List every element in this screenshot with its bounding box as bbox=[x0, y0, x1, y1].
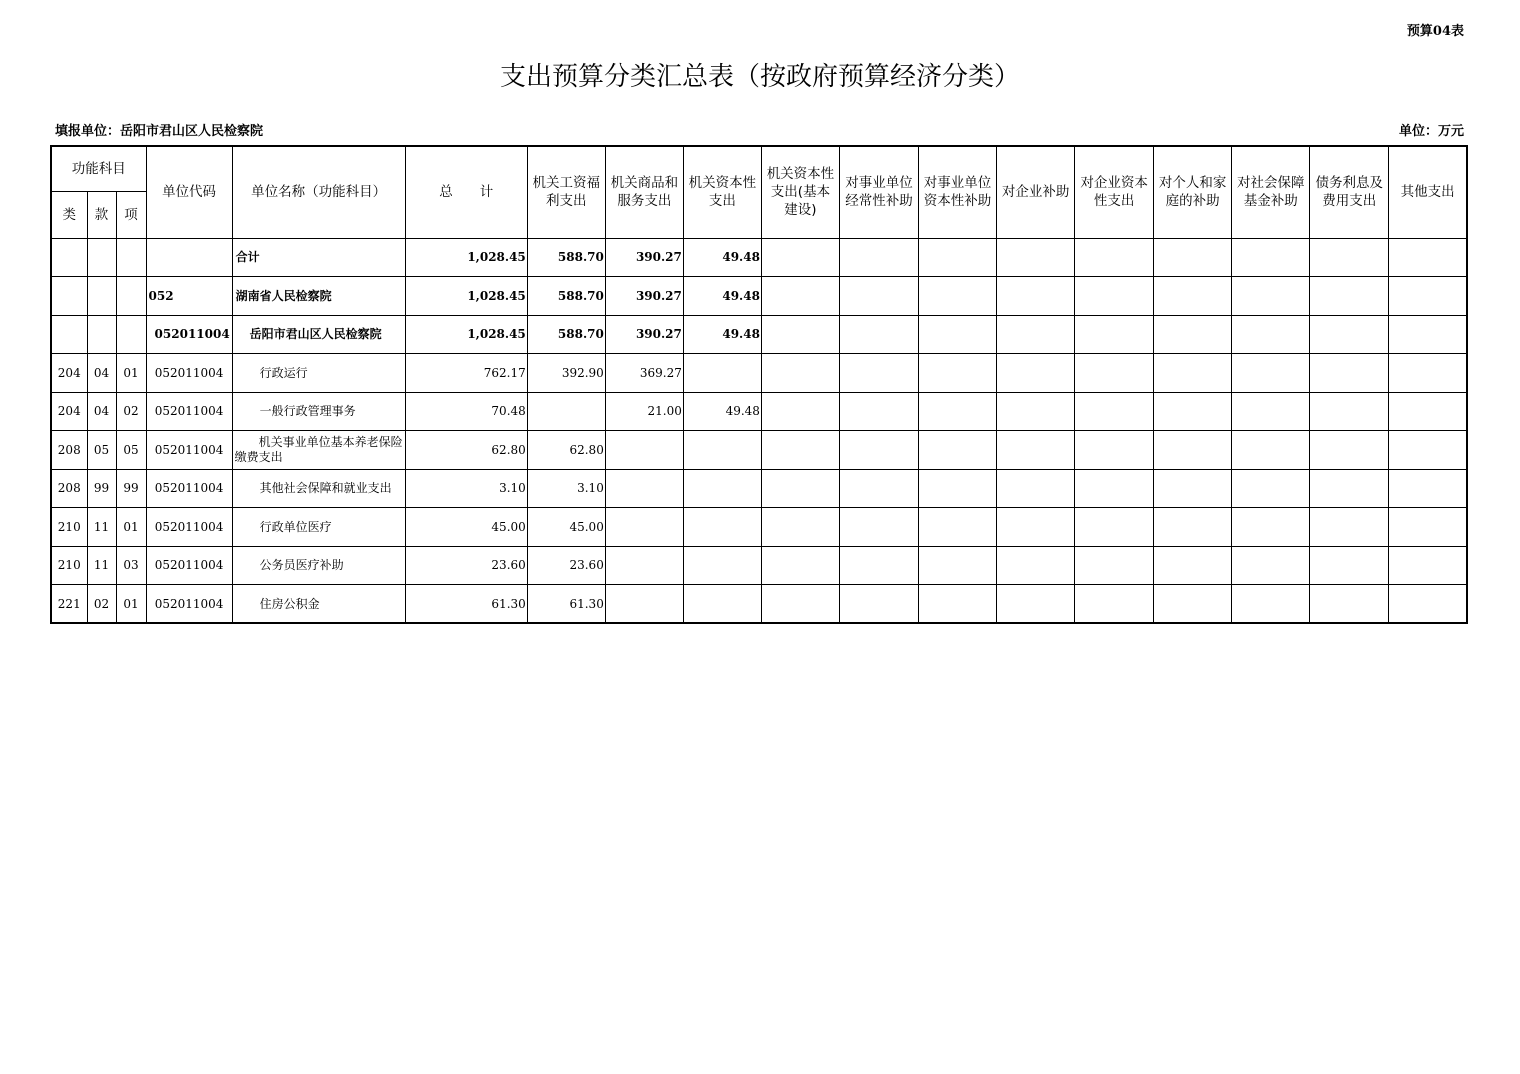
cell-c2 bbox=[605, 585, 683, 624]
cell-c10 bbox=[1232, 238, 1310, 277]
cell-name: 一般行政管理事务 bbox=[232, 392, 405, 431]
cell-c3: 49.48 bbox=[683, 392, 761, 431]
cell-total: 23.60 bbox=[405, 546, 527, 585]
cell-c9 bbox=[1154, 546, 1232, 585]
cell-code: 052011004 bbox=[146, 431, 232, 470]
cell-lei: 210 bbox=[51, 508, 87, 547]
cell-c4 bbox=[761, 315, 839, 354]
cell-c1: 588.70 bbox=[527, 315, 605, 354]
cell-xiang: 01 bbox=[116, 354, 146, 393]
cell-c9 bbox=[1154, 392, 1232, 431]
cell-c10 bbox=[1232, 277, 1310, 316]
cell-c10 bbox=[1232, 585, 1310, 624]
table-row bbox=[51, 508, 1467, 547]
header-func-group: 功能科目 bbox=[51, 146, 146, 191]
cell-c8 bbox=[1075, 354, 1154, 393]
cell-c12 bbox=[1389, 469, 1467, 508]
cell-c5 bbox=[839, 508, 918, 547]
cell-c10 bbox=[1232, 354, 1310, 393]
cell-c2: 390.27 bbox=[605, 315, 683, 354]
header-c6: 对事业单位资本性补助 bbox=[919, 146, 997, 238]
cell-c11 bbox=[1310, 469, 1389, 508]
cell-c6 bbox=[919, 431, 997, 470]
cell-c6 bbox=[919, 277, 997, 316]
cell-xiang bbox=[116, 238, 146, 277]
cell-c5 bbox=[839, 392, 918, 431]
cell-total: 70.48 bbox=[405, 392, 527, 431]
cell-c10 bbox=[1232, 392, 1310, 431]
cell-c8 bbox=[1075, 585, 1154, 624]
cell-c10 bbox=[1232, 469, 1310, 508]
cell-c3: 49.48 bbox=[683, 238, 761, 277]
cell-c9 bbox=[1154, 469, 1232, 508]
header-c9: 对个人和家庭的补助 bbox=[1154, 146, 1232, 238]
cell-c1 bbox=[527, 392, 605, 431]
cell-kuan: 04 bbox=[87, 392, 116, 431]
cell-c12 bbox=[1389, 546, 1467, 585]
cell-c6 bbox=[919, 508, 997, 547]
header-c7: 对企业补助 bbox=[997, 146, 1075, 238]
cell-c11 bbox=[1310, 277, 1389, 316]
cell-c3 bbox=[683, 469, 761, 508]
cell-c8 bbox=[1075, 431, 1154, 470]
cell-total: 61.30 bbox=[405, 585, 527, 624]
cell-c4 bbox=[761, 431, 839, 470]
cell-total: 1,028.45 bbox=[405, 238, 527, 277]
cell-name: 公务员医疗补助 bbox=[232, 546, 405, 585]
cell-c4 bbox=[761, 277, 839, 316]
cell-xiang: 02 bbox=[116, 392, 146, 431]
cell-lei: 208 bbox=[51, 469, 87, 508]
cell-c6 bbox=[919, 392, 997, 431]
cell-c4 bbox=[761, 392, 839, 431]
cell-total: 62.80 bbox=[405, 431, 527, 470]
cell-c6 bbox=[919, 469, 997, 508]
header-c10: 对社会保障基金补助 bbox=[1232, 146, 1310, 238]
cell-c1: 588.70 bbox=[527, 238, 605, 277]
cell-kuan bbox=[87, 277, 116, 316]
cell-name: 湖南省人民检察院 bbox=[232, 277, 405, 316]
cell-c5 bbox=[839, 469, 918, 508]
header-c1: 机关工资福利支出 bbox=[527, 146, 605, 238]
cell-c11 bbox=[1310, 508, 1389, 547]
cell-kuan bbox=[87, 238, 116, 277]
cell-c12 bbox=[1389, 585, 1467, 624]
header-c2: 机关商品和服务支出 bbox=[605, 146, 683, 238]
cell-c6 bbox=[919, 238, 997, 277]
cell-c12 bbox=[1389, 315, 1467, 354]
cell-lei: 208 bbox=[51, 431, 87, 470]
cell-c7 bbox=[997, 431, 1075, 470]
cell-c8 bbox=[1075, 392, 1154, 431]
table-row bbox=[51, 277, 1467, 316]
cell-c1: 45.00 bbox=[527, 508, 605, 547]
cell-code: 052011004 bbox=[146, 546, 232, 585]
header-c8: 对企业资本性支出 bbox=[1075, 146, 1154, 238]
cell-c3 bbox=[683, 546, 761, 585]
header-unit-name: 单位名称（功能科目） bbox=[232, 146, 405, 238]
cell-xiang: 03 bbox=[116, 546, 146, 585]
cell-lei bbox=[51, 238, 87, 277]
page-title: 支出预算分类汇总表（按政府预算经济分类） bbox=[499, 62, 1020, 92]
cell-c5 bbox=[839, 238, 918, 277]
cell-c1: 61.30 bbox=[527, 585, 605, 624]
cell-c7 bbox=[997, 469, 1075, 508]
cell-total: 762.17 bbox=[405, 354, 527, 393]
cell-total: 45.00 bbox=[405, 508, 527, 547]
cell-code: 052011004 bbox=[146, 392, 232, 431]
cell-total: 3.10 bbox=[405, 469, 527, 508]
cell-c3: 49.48 bbox=[683, 277, 761, 316]
cell-code: 052011004 bbox=[146, 469, 232, 508]
cell-c12 bbox=[1389, 354, 1467, 393]
cell-c8 bbox=[1075, 238, 1154, 277]
cell-c6 bbox=[919, 315, 997, 354]
cell-kuan: 02 bbox=[87, 585, 116, 624]
header-xiang: 项 bbox=[116, 191, 146, 238]
table-row bbox=[51, 392, 1467, 431]
cell-c7 bbox=[997, 354, 1075, 393]
cell-lei: 210 bbox=[51, 546, 87, 585]
cell-lei bbox=[51, 277, 87, 316]
cell-c7 bbox=[997, 392, 1075, 431]
cell-c7 bbox=[997, 508, 1075, 547]
cell-c10 bbox=[1232, 546, 1310, 585]
cell-lei: 204 bbox=[51, 392, 87, 431]
cell-c1: 392.90 bbox=[527, 354, 605, 393]
cell-xiang: 99 bbox=[116, 469, 146, 508]
cell-c7 bbox=[997, 585, 1075, 624]
cell-name: 其他社会保障和就业支出 bbox=[232, 469, 405, 508]
cell-c2: 369.27 bbox=[605, 354, 683, 393]
header-unit-code: 单位代码 bbox=[146, 146, 232, 238]
header-c3: 机关资本性支出 bbox=[683, 146, 761, 238]
cell-c9 bbox=[1154, 508, 1232, 547]
table-row bbox=[51, 315, 1467, 354]
cell-c11 bbox=[1310, 546, 1389, 585]
cell-c4 bbox=[761, 546, 839, 585]
cell-c2: 390.27 bbox=[605, 277, 683, 316]
cell-c12 bbox=[1389, 508, 1467, 547]
cell-c1: 588.70 bbox=[527, 277, 605, 316]
cell-c1: 62.80 bbox=[527, 431, 605, 470]
cell-code bbox=[146, 238, 232, 277]
form-code: 预算04表 bbox=[1406, 24, 1464, 39]
cell-code: 052011004 bbox=[146, 354, 232, 393]
cell-c4 bbox=[761, 354, 839, 393]
cell-c8 bbox=[1075, 546, 1154, 585]
cell-name: 合计 bbox=[232, 238, 405, 277]
cell-c10 bbox=[1232, 315, 1310, 354]
cell-kuan: 11 bbox=[87, 508, 116, 547]
cell-c11 bbox=[1310, 354, 1389, 393]
cell-c11 bbox=[1310, 431, 1389, 470]
cell-code: 052 bbox=[146, 277, 232, 316]
header-c11: 债务利息及费用支出 bbox=[1310, 146, 1389, 238]
header-kuan: 款 bbox=[87, 191, 116, 238]
cell-c9 bbox=[1154, 354, 1232, 393]
cell-xiang: 01 bbox=[116, 508, 146, 547]
cell-c10 bbox=[1232, 431, 1310, 470]
cell-c5 bbox=[839, 315, 918, 354]
header-total: 总 计 bbox=[405, 146, 527, 238]
cell-lei bbox=[51, 315, 87, 354]
cell-c5 bbox=[839, 277, 918, 316]
table-row bbox=[51, 469, 1467, 508]
table-row bbox=[51, 354, 1467, 393]
cell-c3: 49.48 bbox=[683, 315, 761, 354]
cell-name: 机关事业单位基本养老保险缴费支出 bbox=[232, 431, 405, 470]
cell-c11 bbox=[1310, 585, 1389, 624]
cell-c2: 21.00 bbox=[605, 392, 683, 431]
table-row bbox=[51, 585, 1467, 624]
cell-name: 岳阳市君山区人民检察院 bbox=[232, 315, 405, 354]
cell-c4 bbox=[761, 469, 839, 508]
cell-c9 bbox=[1154, 238, 1232, 277]
cell-c1: 23.60 bbox=[527, 546, 605, 585]
cell-c9 bbox=[1154, 277, 1232, 316]
cell-name: 行政运行 bbox=[232, 354, 405, 393]
cell-total: 1,028.45 bbox=[405, 315, 527, 354]
cell-xiang bbox=[116, 315, 146, 354]
cell-c12 bbox=[1389, 277, 1467, 316]
cell-c2 bbox=[605, 508, 683, 547]
cell-c5 bbox=[839, 546, 918, 585]
header-c5: 对事业单位经常性补助 bbox=[839, 146, 918, 238]
cell-c2 bbox=[605, 431, 683, 470]
cell-c7 bbox=[997, 277, 1075, 316]
cell-c2 bbox=[605, 469, 683, 508]
cell-c3 bbox=[683, 585, 761, 624]
cell-xiang: 01 bbox=[116, 585, 146, 624]
cell-lei: 221 bbox=[51, 585, 87, 624]
cell-c9 bbox=[1154, 431, 1232, 470]
table-row bbox=[51, 431, 1467, 470]
cell-total: 1,028.45 bbox=[405, 277, 527, 316]
table-row bbox=[51, 546, 1467, 585]
cell-c7 bbox=[997, 315, 1075, 354]
cell-c6 bbox=[919, 354, 997, 393]
header-lei: 类 bbox=[51, 191, 87, 238]
cell-c8 bbox=[1075, 315, 1154, 354]
cell-c9 bbox=[1154, 315, 1232, 354]
cell-c11 bbox=[1310, 315, 1389, 354]
cell-xiang: 05 bbox=[116, 431, 146, 470]
header-c12: 其他支出 bbox=[1389, 146, 1467, 238]
cell-c10 bbox=[1232, 508, 1310, 547]
cell-lei: 204 bbox=[51, 354, 87, 393]
cell-c2: 390.27 bbox=[605, 238, 683, 277]
cell-c6 bbox=[919, 546, 997, 585]
cell-c8 bbox=[1075, 277, 1154, 316]
header-c4: 机关资本性支出(基本建设) bbox=[761, 146, 839, 238]
cell-c3 bbox=[683, 508, 761, 547]
cell-name: 行政单位医疗 bbox=[232, 508, 405, 547]
cell-name: 住房公积金 bbox=[232, 585, 405, 624]
unit-note: 单位：万元 bbox=[1398, 124, 1464, 139]
cell-c2 bbox=[605, 546, 683, 585]
cell-c5 bbox=[839, 431, 918, 470]
budget-table bbox=[50, 145, 1468, 624]
cell-c3 bbox=[683, 431, 761, 470]
cell-kuan: 04 bbox=[87, 354, 116, 393]
cell-c7 bbox=[997, 238, 1075, 277]
cell-code: 052011004 bbox=[146, 585, 232, 624]
cell-c11 bbox=[1310, 238, 1389, 277]
cell-c1: 3.10 bbox=[527, 469, 605, 508]
cell-code: 052011004 bbox=[146, 315, 232, 354]
cell-kuan bbox=[87, 315, 116, 354]
cell-code: 052011004 bbox=[146, 508, 232, 547]
cell-c5 bbox=[839, 585, 918, 624]
cell-kuan: 11 bbox=[87, 546, 116, 585]
cell-c8 bbox=[1075, 508, 1154, 547]
cell-c6 bbox=[919, 585, 997, 624]
cell-c5 bbox=[839, 354, 918, 393]
cell-c12 bbox=[1389, 392, 1467, 431]
cell-xiang bbox=[116, 277, 146, 316]
cell-c11 bbox=[1310, 392, 1389, 431]
cell-c7 bbox=[997, 546, 1075, 585]
cell-kuan: 99 bbox=[87, 469, 116, 508]
cell-c4 bbox=[761, 238, 839, 277]
cell-c12 bbox=[1389, 431, 1467, 470]
cell-c8 bbox=[1075, 469, 1154, 508]
cell-c3 bbox=[683, 354, 761, 393]
cell-c12 bbox=[1389, 238, 1467, 277]
cell-c4 bbox=[761, 585, 839, 624]
table-row bbox=[51, 238, 1467, 277]
filler-unit: 填报单位：岳阳市君山区人民检察院 bbox=[55, 124, 264, 139]
cell-c4 bbox=[761, 508, 839, 547]
cell-c9 bbox=[1154, 585, 1232, 624]
cell-kuan: 05 bbox=[87, 431, 116, 470]
